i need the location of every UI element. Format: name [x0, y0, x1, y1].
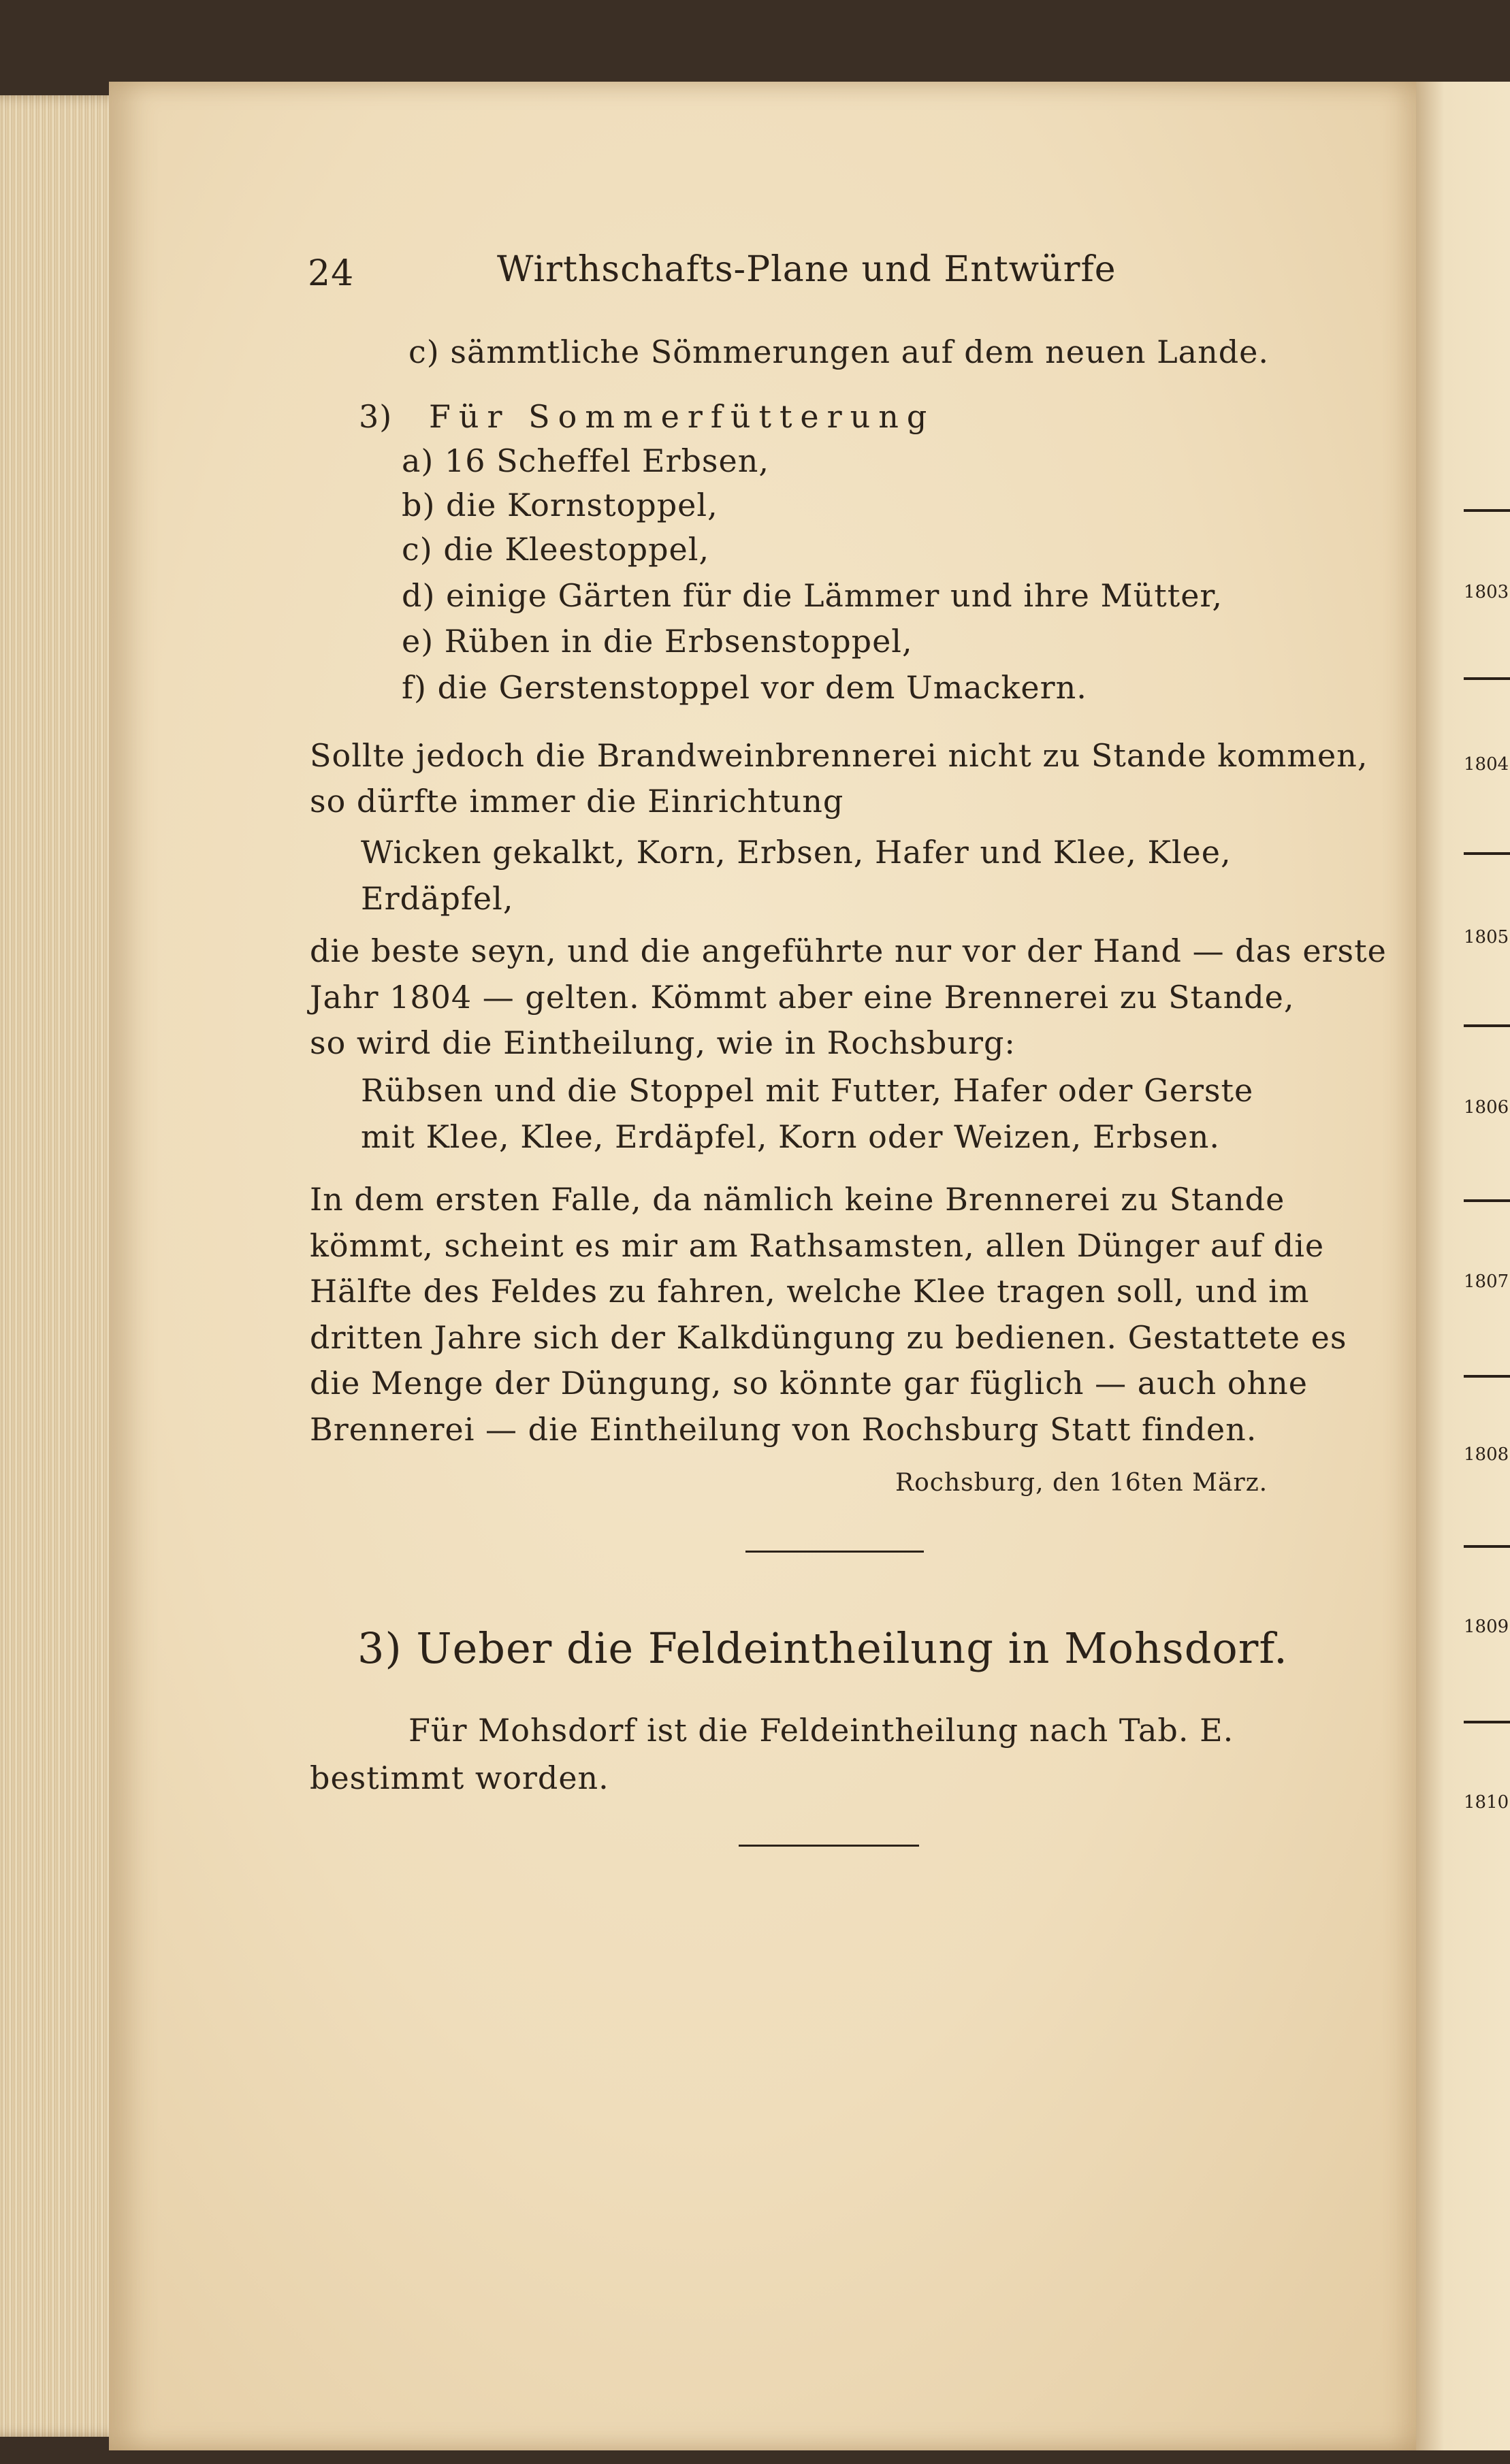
- list-item: c) sämmtliche Sömmerungen auf dem neuen Lande.: [408, 334, 1270, 370]
- year-tab-rule: [1464, 1024, 1510, 1027]
- paragraph-line: Hälfte des Feldes zu fahren, welche Klee tragen soll, und im: [310, 1273, 1310, 1310]
- paragraph-line: dritten Jahre sich der Kalkdüngung zu bedienen. Gestattete es: [310, 1319, 1347, 1356]
- margin-year: 1810: [1464, 1792, 1509, 1813]
- paragraph-line: kömmt, scheint es mir am Rathsamsten, allen Dünger auf die: [310, 1227, 1325, 1264]
- section-divider: [745, 1551, 924, 1553]
- list-item: f) die Gerstenstoppel vor dem Umackern.: [402, 669, 1087, 706]
- end-divider: [739, 1845, 919, 1847]
- year-tab-rule: [1464, 1199, 1510, 1202]
- rotation-line: Erdäpfel,: [361, 880, 514, 917]
- year-tab-rule: [1464, 1375, 1510, 1378]
- year-tab-rule: [1464, 1545, 1510, 1548]
- year-tab-rule: [1464, 509, 1510, 512]
- paragraph-line: die beste seyn, und die angeführte nur vor der Hand — das erste: [310, 933, 1387, 969]
- running-title: Wirthschafts-Plane und Entwürfe: [497, 249, 1117, 290]
- margin-year: 1809: [1464, 1617, 1509, 1637]
- section-heading: Für Sommerfütterung: [429, 398, 935, 435]
- year-tab-rule: [1464, 677, 1510, 680]
- rotation-line: mit Klee, Klee, Erdäpfel, Korn oder Weizen, Erbsen.: [361, 1118, 1220, 1155]
- list-item: d) einige Gärten für die Lämmer und ihre Mütter,: [402, 577, 1223, 614]
- page-paper: [109, 82, 1416, 2450]
- section-number: 3): [359, 398, 393, 435]
- paragraph-line: In dem ersten Falle, da nämlich keine Brennerei zu Stande: [310, 1181, 1285, 1218]
- rotation-line: Rübsen und die Stoppel mit Futter, Hafer oder Gerste: [361, 1072, 1254, 1109]
- paragraph-line: Jahr 1804 — gelten. Kömmt aber eine Brennerei zu Stande,: [310, 979, 1295, 1016]
- list-item: a) 16 Scheffel Erbsen,: [402, 442, 769, 479]
- rotation-line: Wicken gekalkt, Korn, Erbsen, Hafer und Klee, Klee,: [361, 834, 1232, 871]
- year-tab-rule: [1464, 852, 1510, 855]
- margin-year: 1805: [1464, 927, 1509, 947]
- margin-year: 1808: [1464, 1444, 1509, 1465]
- paragraph-line: Brennerei — die Eintheilung von Rochsburg Statt finden.: [310, 1411, 1257, 1448]
- year-tab-rule: [1464, 1721, 1510, 1723]
- margin-year: 1807: [1464, 1271, 1509, 1292]
- list-item: b) die Kornstoppel,: [402, 487, 718, 523]
- section-title: 3) Ueber die Feldeintheilung in Mohsdorf.: [357, 1623, 1288, 1673]
- list-item: e) Rüben in die Erbsenstoppel,: [402, 623, 913, 660]
- paragraph-line: so dürfte immer die Einrichtung: [310, 783, 844, 820]
- next-page-edge: [1416, 82, 1510, 2450]
- paragraph-line: die Menge der Düngung, so könnte gar füglich — auch ohne: [310, 1365, 1308, 1401]
- paragraph-line: bestimmt worden.: [310, 1760, 609, 1796]
- margin-year: 1806: [1464, 1097, 1509, 1118]
- list-item: c) die Kleestoppel,: [402, 531, 710, 568]
- margin-year: 1803: [1464, 582, 1509, 602]
- paragraph-line: so wird die Eintheilung, wie in Rochsburg:: [310, 1024, 1016, 1061]
- margin-year: 1804: [1464, 754, 1509, 775]
- paragraph-line: Für Mohsdorf ist die Feldeintheilung nach Tab. E.: [408, 1712, 1234, 1749]
- page-number: 24: [308, 253, 355, 294]
- signature-place-date: Rochsburg, den 16ten März.: [895, 1469, 1268, 1497]
- paragraph-line: Sollte jedoch die Brandweinbrennerei nicht zu Stande kommen,: [310, 737, 1368, 774]
